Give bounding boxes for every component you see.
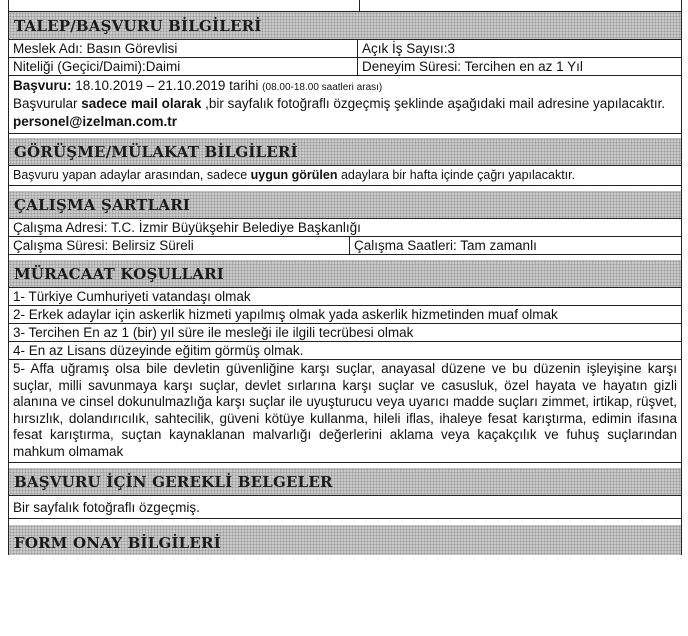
section-title: GÖRÜŞME/MÜLAKAT BİLGİLERİ [14, 142, 298, 161]
row-calisma-sure [9, 237, 681, 255]
calisma-adresi: Çalışma Adresi: T.C. İzmir Büyükşehir Belediye Başkanlığı [9, 219, 681, 237]
section-title: MÜRACAAT KOŞULLARI [14, 264, 224, 283]
section-header-talep [9, 12, 681, 40]
form-document [8, 0, 682, 555]
gorusme-pre: Başvuru yapan adaylar arasından, sadece [13, 168, 251, 182]
section-title: FORM ONAY BİLGİLERİ [14, 534, 221, 552]
email-address[interactable]: personel@izelman.com.tr [13, 114, 177, 129]
row-nitelik [9, 58, 681, 76]
niteligi: Niteliği (Geçici/Daimi):Daimi [9, 58, 358, 75]
section-title: BAŞVURU İÇİN GEREKLİ BELGELER [14, 472, 333, 491]
gorusme-text [9, 166, 681, 186]
calisma-saatleri: Çalışma Saatleri: Tam zamanlı [354, 238, 537, 253]
basvuru-block [9, 76, 681, 134]
section-header-form-onay [9, 525, 681, 555]
mail-text-bold: sadece mail olarak [81, 96, 202, 111]
section-header-gorusme [9, 138, 681, 166]
basvuru-tarih: 18.10.2019 – 21.10.2019 tarihi [71, 78, 263, 93]
calisma-suresi: Çalışma Süresi: Belirsiz Süreli [9, 237, 350, 254]
section-title: TALEP/BAŞVURU BİLGİLERİ [14, 16, 262, 35]
mail-text-post: ,bir sayfalık fotoğraflı özgeçmiş şeklinde aşağıdaki mail adresine yapılacaktır. [201, 96, 666, 111]
cut-off-top-row [9, 0, 681, 12]
kosul-4: 4- En az Lisans düzeyinde eğitim görmüş olmak. [9, 342, 681, 360]
belgeler-text: Bir sayfalık fotoğraflı özgeçmiş. [9, 496, 681, 519]
kosul-3: 3- Tercihen En az 1 (bir) yıl süre ile mesleği ile ilgili tecrübesi olmak [9, 324, 681, 342]
section-header-muracaat [9, 260, 681, 288]
basvuru-tarih-line [13, 78, 677, 96]
section-header-belgeler [9, 468, 681, 496]
kosul-5: 5- Affa uğramış olsa bile devletin güvenliğine karşı suçlar, anayasal düzene ve bu düzenin işleyişine karşı suçlar, milli savunmaya karşı suçlar, devlet sırlarına karşı suçlar ve casusluk, özel hayata ve hayatın gizli alanına ve cinsel dokunulmazlığa karşı suçlar ile uyuşturucu veya uyarıcı madde suçları zimmet, irtikap, rüşvet, hırsızlık, dolandırıcılık, sahtecilik, güveni kötüye kullanma, hileli iflas, ihaleye fesat karıştırma, edimin ifasına fesat karıştırma, suçtan kaynaklanan malvarlığı değerlerini aklama veya kaçakçılık ve fuhuş suçlarından mahkum olmamak [9, 360, 681, 463]
row-meslek [9, 40, 681, 58]
acik-is-sayisi: Açık İş Sayısı:3 [362, 41, 456, 56]
basvuru-label: Başvuru: [13, 78, 72, 93]
section-header-calisma [9, 191, 681, 219]
gorusme-bold: uygun görülen [250, 168, 338, 182]
kosul-2: 2- Erkek adaylar için askerlik hizmeti yapılmış olmak yada askerlik hizmetinden muaf olmak [9, 306, 681, 324]
deneyim-suresi: Deneyim Süresi: Tercihen en az 1 Yıl [362, 59, 583, 74]
mail-text-pre: Başvurular [13, 96, 82, 111]
meslek-adi: Meslek Adı: Basın Görevlisi [9, 40, 358, 57]
basvuru-mail-text [13, 96, 677, 112]
gorusme-post: adaylara bir hafta içinde çağrı yapılacaktır. [337, 168, 576, 182]
basvuru-saat: (08.00-18.00 saatleri arası) [262, 82, 383, 93]
section-title: ÇALIŞMA ŞARTLARI [14, 195, 191, 214]
kosul-1: 1- Türkiye Cumhuriyeti vatandaşı olmak [9, 288, 681, 306]
